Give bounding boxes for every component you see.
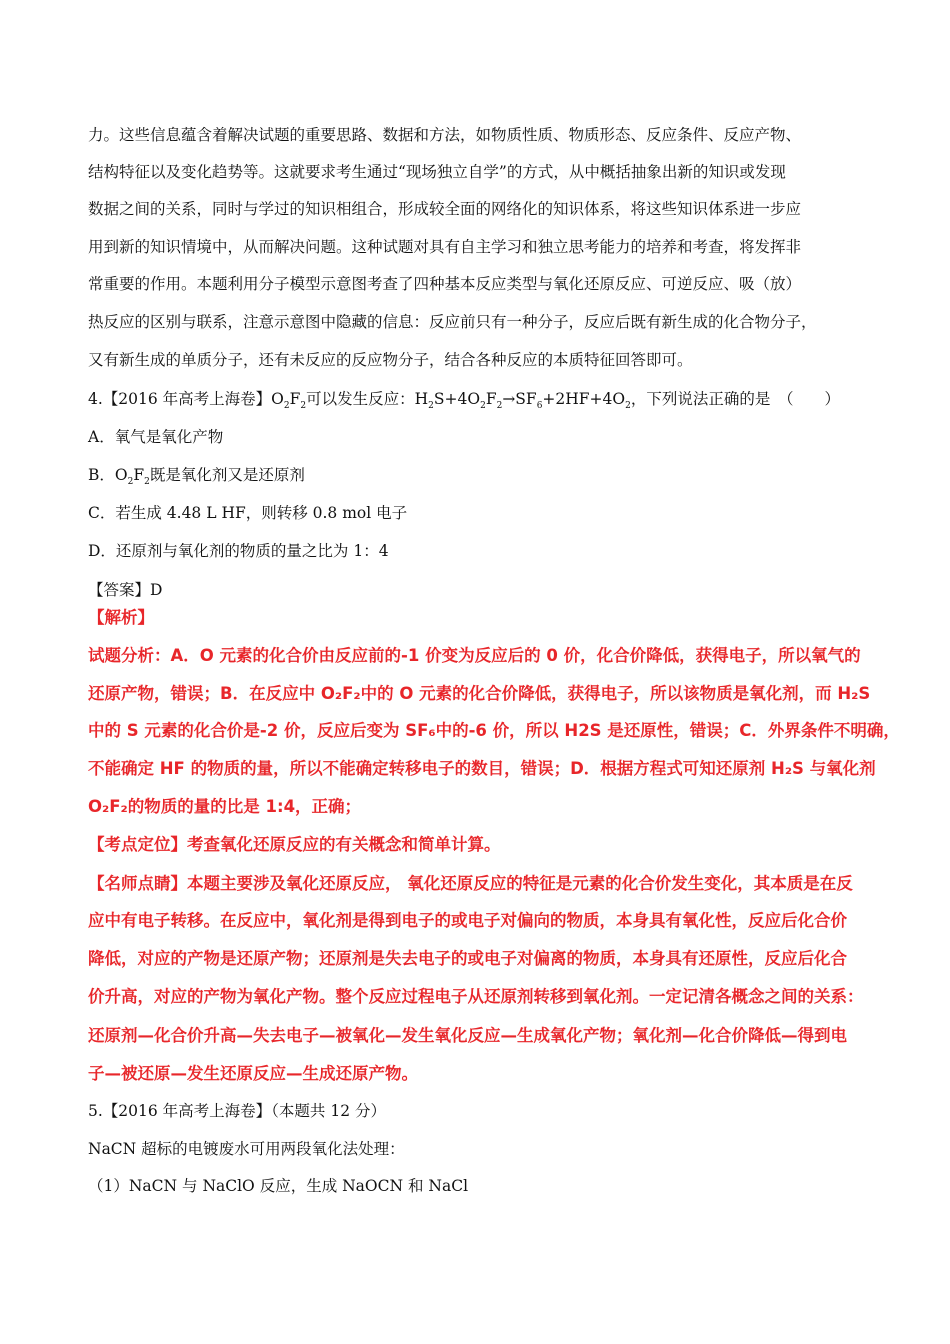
subscript: 2 xyxy=(127,477,134,487)
formula-part: O xyxy=(271,390,284,408)
analysis-line: 不能确定 HF 的物质的量，所以不能确定转移电子的数目，错误；D．根据方程式可知还原剂 H₂S 与氧化剂 xyxy=(88,759,876,778)
analysis-line: O₂F₂的物质的量的比是 1:4，正确； xyxy=(88,797,362,816)
question-5-part-1: （1）NaCN 与 NaClO 反应，生成 NaOCN 和 NaCl xyxy=(88,1177,469,1195)
paragraph-line: 用到新的知识情境中，从而解决问题。这种试题对具有自主学习和独立思考能力的培养和考查，将发挥非 xyxy=(88,238,802,256)
teacher-note-line: 【名师点睛】本题主要涉及氧化还原反应， 氧化还原反应的特征是元素的化合价发生变化，其本质是在反 xyxy=(88,874,853,893)
analysis-line: 中的 S 元素的化合价是-2 价，反应后变为 SF₆中的-6 价，所以 H2S 是还原性，错误；C．外界条件不明确， xyxy=(88,721,900,740)
subscript: 6 xyxy=(536,401,543,411)
option-b-text: 既是氧化剂又是还原剂 xyxy=(149,466,305,484)
formula-part: →SF xyxy=(502,390,537,408)
formula-part: F xyxy=(289,390,301,408)
option-b-prefix: B．O xyxy=(88,466,128,484)
key-point: 【考点定位】考查氧化还原反应的有关概念和简单计算。 xyxy=(88,835,501,854)
subscript: 2 xyxy=(480,401,486,411)
option-b xyxy=(88,464,878,493)
teacher-note-line: 子—被还原—发生还原反应—生成还原产物。 xyxy=(88,1064,418,1083)
analysis-title: 【解析】 xyxy=(88,608,154,627)
subscript: 2 xyxy=(300,401,307,411)
formula-part: F xyxy=(485,390,497,408)
subscript: 2 xyxy=(283,401,290,411)
question-number: 4. xyxy=(88,390,103,408)
formula-part: F xyxy=(133,466,145,484)
stem-text: ，下列说法正确的是 xyxy=(630,390,771,408)
answer-line: 【答案】D xyxy=(88,581,163,599)
option-c: C．若生成 4.48 L HF，则转移 0.8 mol 电子 xyxy=(88,504,408,522)
answer-blank: （ ） xyxy=(778,390,841,408)
paragraph-line: 数据之间的关系，同时与学过的知识相组合，形成较全面的网络化的知识体系，将这些知识体系进一步应 xyxy=(88,200,802,218)
teacher-note-line: 价升高，对应的产物为氧化产物。整个反应过程电子从还原剂转移到氧化剂。一定记清各概念之间的关系： xyxy=(88,987,864,1006)
analysis-line: 还原产物，错误；B．在反应中 O₂F₂中的 O 元素的化合价降低，获得电子，所以该物质是氧化剂，而 H₂S xyxy=(88,684,871,703)
question-5-header: 5.【2016 年高考上海卷】（本题共 12 分） xyxy=(88,1102,386,1120)
paragraph-line: 又有新生成的单质分子，还有未反应的反应物分子，结合各种反应的本质特征回答即可。 xyxy=(88,351,693,369)
subscript: 2 xyxy=(625,401,631,411)
subscript: 2 xyxy=(428,401,434,411)
subscript: 2 xyxy=(144,477,150,487)
option-d: D．还原剂与氧化剂的物质的量之比为 1：4 xyxy=(88,542,389,560)
paragraph-line: 结构特征以及变化趋势等。这就要求考生通过“现场独立自学”的方式，从中概括抽象出新的知识或发现 xyxy=(88,163,786,181)
paragraph-line: 热反应的区别与联系，注意示意图中隐藏的信息：反应前只有一种分子，反应后既有新生成的化合物分子， xyxy=(88,313,817,331)
paragraph-line: 力。这些信息蕴含着解决试题的重要思路、数据和方法，如物质性质、物质形态、反应条件、反应产物、 xyxy=(88,126,802,144)
teacher-note-line: 降低，对应的产物是还原产物；还原剂是失去电子的或电子对偏离的物质，本身具有还原性，反应后化合 xyxy=(88,949,847,968)
formula-part: S+4O xyxy=(433,390,481,408)
paragraph-line: 常重要的作用。本题利用分子模型示意图考查了四种基本反应类型与氧化还原反应、可逆反应、吸（放） xyxy=(88,275,802,293)
formula-part: +2HF+4O xyxy=(542,390,626,408)
subscript: 2 xyxy=(496,401,503,411)
teacher-note-line: 还原剂—化合价升高—失去电子—被氧化—发生氧化反应—生成氧化产物；氧化剂—化合价降低—得到电 xyxy=(88,1026,847,1045)
question-source: 【2016 年高考上海卷】 xyxy=(102,390,272,408)
question-4-stem xyxy=(88,388,878,417)
teacher-note-line: 应中有电子转移。在反应中，氧化剂是得到电子的或电子对偏向的物质，本身具有氧化性，反应后化合价 xyxy=(88,911,847,930)
option-a: A．氧气是氧化产物 xyxy=(88,428,224,446)
stem-text: 可以发生反应：H xyxy=(306,390,429,408)
question-5-text: NaCN 超标的电镀废水可用两段氧化法处理： xyxy=(88,1140,405,1158)
analysis-line: 试题分析：A．O 元素的化合价由反应前的-1 价变为反应后的 0 价，化合价降低，获得电子，所以氧气的 xyxy=(88,646,861,665)
